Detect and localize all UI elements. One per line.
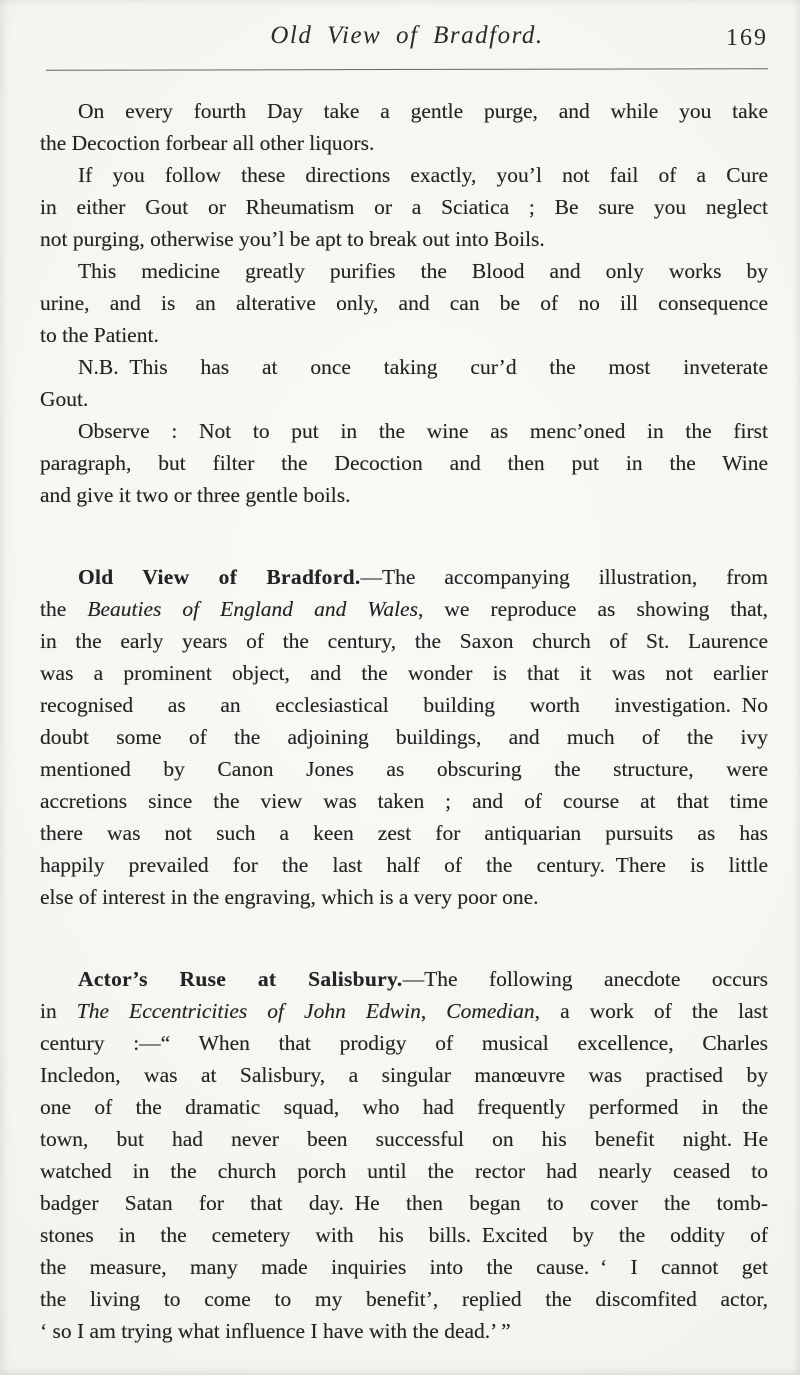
text-line: ‘ so I am trying what influence I have with the dead.’ ” (40, 1319, 511, 1343)
text-line: paragraph, but filter the Decoction and then put in the Wine (40, 451, 768, 475)
paragraph (40, 95, 768, 159)
text-line: watched in the church porch until the rector had nearly ceased to (40, 1159, 768, 1183)
text-line: else of interest in the engraving, which is a very poor one. (40, 885, 539, 909)
header-rule (46, 68, 768, 71)
text-line: N.B. This has at once taking cur’d the most inveterate (78, 355, 768, 379)
text-block (40, 95, 768, 1347)
paragraph (40, 415, 768, 511)
text-line: was a prominent object, and the wonder is that it was not earlier (40, 661, 768, 685)
text-line: in the early years of the century, the Saxon church of St. Laurence (40, 629, 768, 653)
text-line: the Decoction forbear all other liquors. (40, 131, 375, 155)
text-line: not purging, otherwise you’l be apt to break out into Boils. (40, 227, 545, 251)
text-line: urine, and is an alterative only, and can be of no ill consequence (40, 291, 768, 315)
text-line: one of the dramatic squad, who had frequently performed in the (40, 1095, 768, 1119)
italic-title: Comedian (446, 999, 535, 1023)
paragraph (40, 561, 768, 913)
text-line: doubt some of the adjoining buildings, and much of the ivy (40, 725, 768, 749)
text-line: town, but had never been successful on his benefit night. He (40, 1127, 768, 1151)
text-line: Old View of Bradford.—The accompanying illustration, from (78, 565, 768, 589)
text-line: If you follow these directions exactly, you’l not fail of a Cure (78, 163, 768, 187)
text-line: the measure, many made inquiries into the cause. ‘ I cannot get (40, 1255, 768, 1279)
text-line: in The Eccentricities of John Edwin, Comedian, a work of the last (40, 999, 768, 1023)
text-line: in either Gout or Rheumatism or a Sciatica ; Be sure you neglect (40, 195, 768, 219)
paragraph (40, 159, 768, 255)
paragraph (40, 963, 768, 1347)
text-line: This medicine greatly purifies the Blood and only works by (78, 259, 768, 283)
text-line: recognised as an ecclesiastical building worth investigation. No (40, 693, 768, 717)
text-line: century :—“ When that prodigy of musical excellence, Charles (40, 1031, 768, 1055)
text-line: mentioned by Canon Jones as obscuring the structure, were (40, 757, 768, 781)
text-line: the living to come to my benefit’, replied the discomfited actor, (40, 1287, 768, 1311)
page-header (46, 22, 768, 62)
text-line: to the Patient. (40, 323, 159, 347)
text-line: Observe : Not to put in the wine as menc’oned in the first (78, 419, 768, 443)
text-line: stones in the cemetery with his bills. Excited by the oddity of (40, 1223, 768, 1247)
section-heading: Actor’s Ruse at Salisbury. (78, 967, 403, 991)
text-line: Gout. (40, 387, 89, 411)
text-line: Incledon, was at Salisbury, a singular manœuvre was practised by (40, 1063, 768, 1087)
text-line: the Beauties of England and Wales, we reproduce as showing that, (40, 597, 768, 621)
paragraph (40, 351, 768, 415)
text-line: badger Satan for that day. He then began to cover the tomb- (40, 1191, 768, 1215)
text-line: there was not such a keen zest for antiquarian pursuits as has (40, 821, 768, 845)
text-line: accretions since the view was taken ; and of course at that time (40, 789, 768, 813)
text-line: On every fourth Day take a gentle purge, and while you take (78, 99, 768, 123)
text-line: happily prevailed for the last half of the century. There is little (40, 853, 768, 877)
text-line: Actor’s Ruse at Salisbury.—The following anecdote occurs (78, 967, 768, 991)
section-heading: Old View of Bradford. (78, 565, 361, 589)
italic-title: Beauties of England and Wales (87, 597, 418, 621)
page-number: 169 (726, 25, 768, 51)
italic-title: The Eccentricities of John Edwin (76, 999, 421, 1023)
text-line: and give it two or three gentle boils. (40, 483, 351, 507)
running-title: Old View of Bradford. (270, 22, 544, 49)
paragraph (40, 255, 768, 351)
